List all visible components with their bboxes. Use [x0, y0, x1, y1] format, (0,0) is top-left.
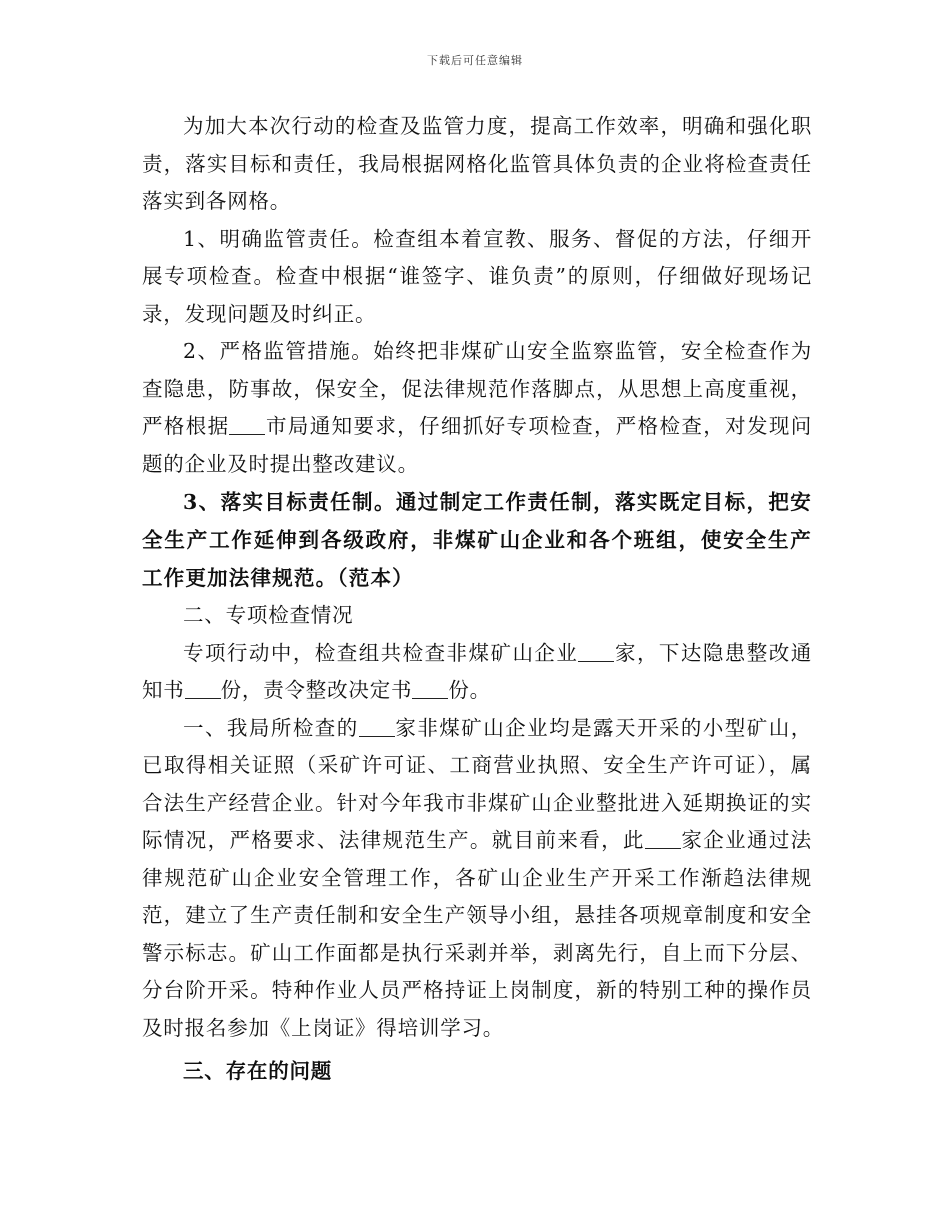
blank-underline	[578, 643, 614, 662]
text-segment: 专项行动中，检查组共检查非煤矿山企业	[183, 640, 579, 665]
text-segment: 一、我局所检查的	[183, 715, 359, 740]
section-heading-2: 二、专项检查情况	[183, 603, 354, 627]
paragraph-findings	[142, 710, 812, 1048]
paragraph-item-2	[142, 333, 812, 483]
text-segment: 份。	[448, 678, 491, 702]
text-segment: 家非煤矿山企业均是露天开采的小型矿山，已取得相关证照（采矿许可证、工商营业执照、安全生产许可证），属合法生产经营企业。针对今年我市非煤矿山企业整批进入延期换证的实际情况，严格要求、法律规范生产。就目前来看，此	[142, 715, 812, 852]
paragraph-intro: 为加大本次行动的检查及监管力度，提高工作效率，明确和强化职责，落实目标和责任，我局根据网格化监管具体负责的企业将检查责任落实到各网格。	[142, 114, 812, 213]
document-body	[142, 108, 812, 1091]
paragraph-inspection-summary	[142, 635, 812, 710]
paragraph-item-3-bold: 3、落实目标责任制。通过制定工作责任制，落实既定目标，把安全生产工作延伸到各级政府，非煤矿山企业和各个班组，使安全生产工作更加法律规范。（范本）	[142, 490, 812, 590]
text-segment: 2、严格监管措施。始终把非煤矿山安全监察监管，安全检查作为查隐患，防事故，保安全，促法律规范作落脚点，从思想上高度重视，严格根据	[142, 339, 812, 438]
paragraph-item-1: 1、明确监管责任。检查组本着宣教、服务、督促的方法，仔细开展专项检查。检查中根据“谁签字、谁负责”的原则，仔细做好现场记录，发现问题及时纠正。	[142, 226, 812, 326]
text-segment: 份，责令整改决定书	[220, 678, 413, 702]
section-heading-3: 三、存在的问题	[183, 1059, 333, 1083]
text-segment: 家企业通过法律规范矿山企业安全管理工作，各矿山企业生产开采工作渐趋法律规范，建立了生产责任制和安全生产领导小组，悬挂各项规章制度和安全警示标志。矿山工作面都是执行采剥并举，剥离先行，自上而下分层、分台阶开采。特种作业人员严格持证上岗制度，新的特别工种的操作员及时报名参加《上岗证》得培训学习。	[142, 828, 812, 1040]
blank-underline	[645, 830, 681, 849]
blank-underline	[412, 680, 448, 699]
text-segment: 家，下达隐患整改通知书	[142, 640, 812, 702]
page-header-note: 下载后可任意编辑	[427, 54, 523, 67]
blank-underline	[185, 680, 221, 699]
text-segment: 市局通知要求，仔细抓好专项检查，严格检查，对发现问题的企业及时提出整改建议。	[142, 414, 813, 476]
blank-underline	[359, 718, 395, 737]
blank-underline	[229, 416, 265, 435]
